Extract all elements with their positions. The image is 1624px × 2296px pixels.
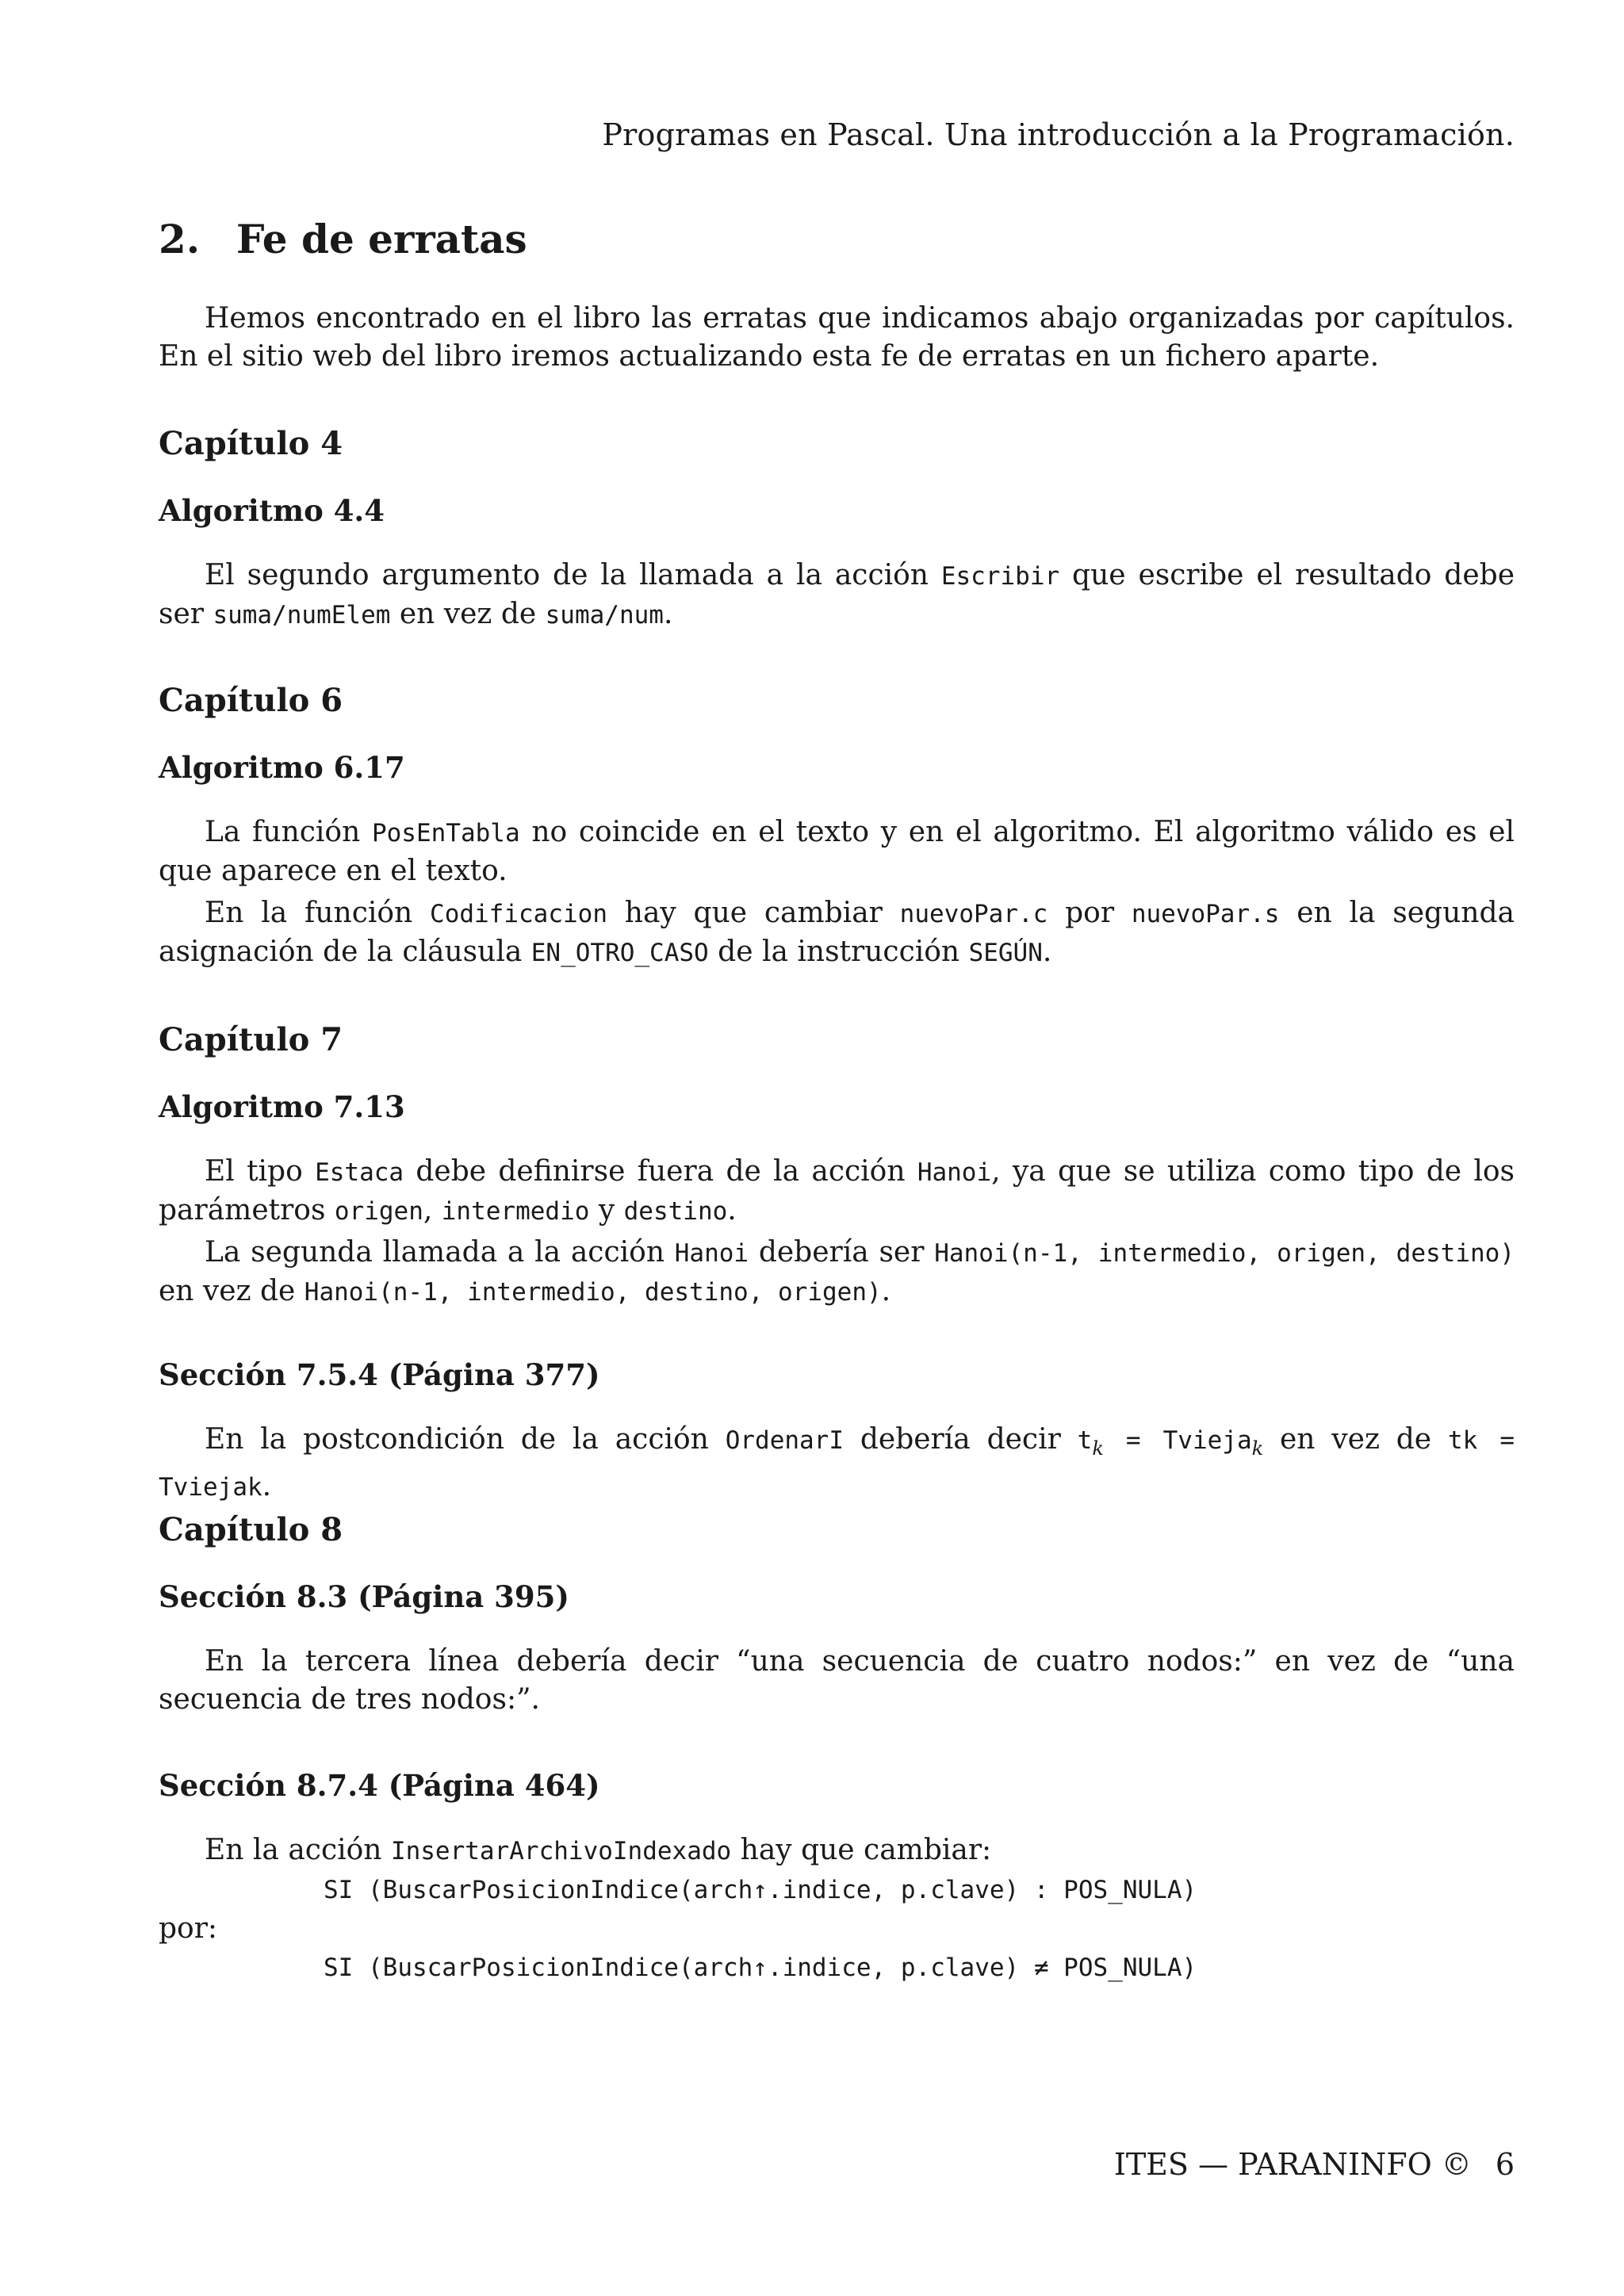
chapter-6-heading: Capítulo 6 bbox=[159, 682, 343, 719]
page bbox=[159, 0, 1515, 2296]
chapter-7-paragraph-2-block bbox=[159, 1234, 1515, 1311]
chapter-6-paragraph-1: La función PosEnTabla no coincide en el texto y en el algoritmo. El algoritmo válido es el que aparece en el texto. bbox=[159, 816, 1515, 887]
running-head: Programas en Pascal. Una introducción a la Programación. bbox=[602, 117, 1515, 152]
page-footer bbox=[1114, 2147, 1515, 2182]
chapter-8-paragraph-2: En la acción InsertarArchivoIndexado hay que cambiar: bbox=[205, 1834, 992, 1866]
chapter-4-heading-block bbox=[159, 425, 1515, 462]
algoritmo-4-4-heading: Algoritmo 4.4 bbox=[159, 493, 385, 528]
algoritmo-6-17-heading-block bbox=[159, 750, 1515, 785]
chapter-6-paragraph-2-block bbox=[159, 894, 1515, 972]
chapter-4-paragraph-block bbox=[159, 557, 1515, 634]
chapter-7-paragraph-1: El tipo Estaca debe definirse fuera de la acción Hanoi, ya que se utiliza como tipo de los parámetros origen, intermedio y destino. bbox=[159, 1155, 1515, 1226]
chapter-7-paragraph-2: La segunda llamada a la acción Hanoi debería ser Hanoi(n-1, intermedio, origen, destino) en vez de Hanoi(n-1, intermedio, destino, origen). bbox=[159, 1236, 1515, 1307]
chapter-6-paragraph-2: En la función Codificacion hay que cambiar nuevoPar.c por nuevoPar.s en la segunda asignación de la cláusula EN_OTRO_CASO de la instrucción SEGÚN. bbox=[159, 897, 1515, 968]
chapter-6-paragraph-1-block bbox=[159, 813, 1515, 890]
section-title bbox=[159, 216, 527, 262]
chapter-8-paragraph-1-block bbox=[159, 1643, 1515, 1719]
code-line-corrected: SI (BuscarPosicionIndice(arch↑.indice, p.clave) ≠ POS_NULA) bbox=[324, 1954, 1197, 1982]
chapter-8-paragraph-2-block bbox=[159, 1831, 1515, 1988]
publisher-credit: ITES — PARANINFO © bbox=[1113, 2147, 1472, 2182]
section-number: 2. bbox=[159, 216, 201, 262]
chapter-7-paragraph-1-block bbox=[159, 1153, 1515, 1230]
code-line-original: SI (BuscarPosicionIndice(arch↑.indice, p.clave) : POS_NULA) bbox=[324, 1876, 1197, 1904]
chapter-7-heading: Capítulo 7 bbox=[159, 1021, 343, 1058]
intro-block bbox=[159, 300, 1515, 376]
algoritmo-7-13-heading: Algoritmo 7.13 bbox=[159, 1089, 405, 1124]
algoritmo-7-13-heading-block bbox=[159, 1089, 1515, 1124]
chapter-6-heading-block bbox=[159, 682, 1515, 719]
chapter-7-paragraph-3-block bbox=[159, 1421, 1515, 1506]
chapter-7-paragraph-3: En la postcondición de la acción OrdenarI debería decir $t_k$ = Tvieja$_k$ en vez de tk = Tviejak. bbox=[159, 1423, 1515, 1503]
section-title-text: Fe de erratas bbox=[236, 216, 527, 262]
algoritmo-4-4-heading-block bbox=[159, 493, 1515, 528]
seccion-8-3-heading-block bbox=[159, 1579, 1515, 1614]
chapter-8-heading-block bbox=[159, 1511, 1515, 1548]
chapter-8-paragraph-1: En la tercera línea debería decir “una secuencia de cuatro nodos:” en vez de “una secuencia de tres nodos:”. bbox=[159, 1645, 1515, 1716]
chapter-8-heading: Capítulo 8 bbox=[159, 1511, 343, 1548]
seccion-8-3-heading: Sección 8.3 (Página 395) bbox=[159, 1579, 569, 1614]
algoritmo-6-17-heading: Algoritmo 6.17 bbox=[159, 750, 405, 785]
por-label: por: bbox=[159, 1912, 218, 1945]
chapter-4-paragraph: El segundo argumento de la llamada a la acción Escribir que escribe el resultado debe ser suma/numElem en vez de suma/num. bbox=[159, 559, 1515, 630]
seccion-8-7-4-heading: Sección 8.7.4 (Página 464) bbox=[159, 1768, 600, 1803]
seccion-7-5-4-heading: Sección 7.5.4 (Página 377) bbox=[159, 1357, 600, 1392]
chapter-4-heading: Capítulo 4 bbox=[159, 425, 343, 462]
chapter-7-heading-block bbox=[159, 1021, 1515, 1058]
seccion-8-7-4-heading-block bbox=[159, 1768, 1515, 1803]
seccion-7-5-4-heading-block bbox=[159, 1357, 1515, 1392]
page-number: 6 bbox=[1495, 2147, 1515, 2182]
intro-paragraph: Hemos encontrado en el libro las erratas que indicamos abajo organizadas por capítulos. En el sitio web del libro iremos actualizando esta fe de erratas en un fichero aparte. bbox=[159, 302, 1515, 373]
